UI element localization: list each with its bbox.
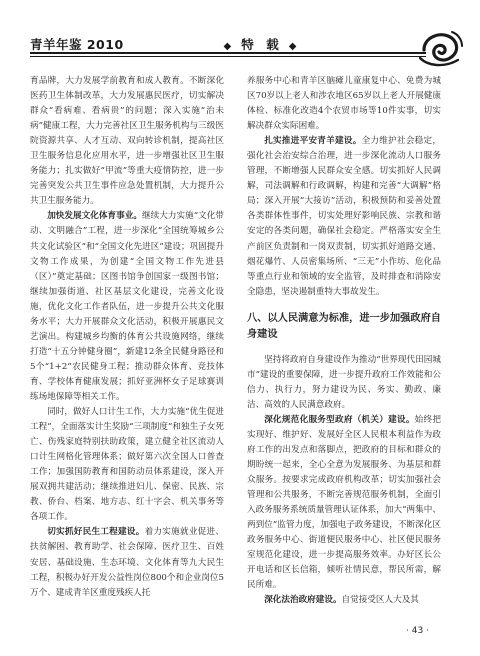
diamond-icon: ◆ bbox=[288, 41, 297, 52]
header-rule bbox=[30, 56, 426, 57]
section-title-group bbox=[200, 35, 320, 53]
paragraph-lead: 切实抓好民生工程建设。 bbox=[47, 527, 145, 538]
section-heading: 八、以人民满意为标准，进一步加强政府自身建设 bbox=[247, 312, 441, 340]
left-text-column bbox=[30, 74, 224, 601]
paragraph: 切实抓好民生工程建设。着力实施就业促进、扶贫解困、教育助学、社会保障、医疗卫生、百姓安居、基础设施、生态环境、文化体育等九大民生工程，积极办好开发公益性岗位800个和企业岗位5万个、建成青羊区重度残疾人托 bbox=[30, 527, 224, 598]
paragraph-lead: 深化法治政府建设。 bbox=[264, 595, 342, 606]
header-rule bbox=[30, 52, 426, 54]
swirl-logo-icon bbox=[418, 28, 464, 68]
paragraph: 深化规范化服务型政府（机关）建设。始终把实现好、维护好、发展好全区人民根本利益作为政府工作的出发点和落脚点，把政府的目标和群众的期盼统一起来，全心全意为发展服务、为基层和群众服务。按要求完成政府机构改革；切实加强社会管理和公共服务，不断完善规范服务机制，全面引入政务服务系统质量管理认证体系，加大“两集中、两到位”监管力度，加强电子政务建设，不断深化区政务服务中心、街道便民服务中心、社区便民服务室规范化建设，进一步提高服务效率。办好区长公开电话和区长信箱，倾听社情民意，帮民所需，解民所难。 bbox=[247, 414, 441, 591]
paragraph-lead: 扎实推进平安青羊建设。 bbox=[264, 136, 362, 147]
page-number: · 43 · bbox=[406, 626, 429, 636]
page-header bbox=[0, 0, 480, 58]
diamond-icon: ◆ bbox=[223, 41, 232, 52]
section-title: 特 载 bbox=[241, 37, 279, 52]
paragraph: 深化法治政府建设。自觉接受区人大及其 bbox=[264, 595, 419, 606]
journal-title: 青羊年鉴 2010 bbox=[30, 37, 124, 52]
paragraph-lead: 深化规范化服务型政府（机关）建设。 bbox=[264, 414, 415, 425]
paragraph: 养服务中心和青羊区脑瘫儿童康复中心、免费为城区70岁以上老人和涉农地区65岁以上老人开展健康体检、标准化改造4个农贸市场等10件实事，切实解决群众实际困难。 bbox=[247, 76, 441, 132]
paragraph: 同时，做好人口计生工作，大力实施“优生促进工程”，全面落实计生奖励“三项制度”和独生子女死亡、伤残家庭特别扶助政策，建立健全社区流动人口计生网格化管理体系；做好第六次全国人口普查工作；加强国防教育和国防动员体系建设，深入开展双拥共建活动；继续推进妇儿、保密、民族、宗教、侨台、档案、地方志、红十字会、机关事务等各项工作。 bbox=[30, 407, 224, 523]
paragraph: 坚持将政府自身建设作为推动“世界现代田园城市”建设的重要保障，进一步提升政府工作效能和公信力、执行力，努力建设为民、务实、勤政、廉洁、高效的人民满意政府。 bbox=[247, 354, 441, 410]
right-text-column bbox=[247, 74, 441, 609]
paragraph: 扎实推进平安青羊建设。全力维护社会稳定，强化社会治安综合治理，进一步深化流动人口服务管理，不断增强人民群众安全感。切实抓好人民调解，司法调解和行政调解，构建和完善“大调解”格局；深入开展“大接访”活动，积极预防和妥善处置各类群体性事件，切实处理好影响民族、宗教和谐安定的各类问题，确保社会稳定。严格落实安全生产前区负责制和一岗双责制，切实抓好道路交通、烟花爆竹、人员密集场所、“三无”小作坊、危化品等重点行业和领域的安全监管，及时排查和消除安全隐患，坚决遏制重特大事故发生。 bbox=[247, 136, 441, 297]
paragraph: 育品牌，大力发展学前教育和成人教育。不断深化医药卫生体制改革，大力发展惠民医疗，切实解决群众“看病难、看病贵”的问题；深入实施“治未病”健康工程，大力完善社区卫生服务机构与三级医院资源共享、人才互动、双向转诊机制，提高社区卫生服务信息化应用水平，进一步增强社区卫生服务能力；扎实做好“甲流”等重大疫情防控，进一步完善突发公共卫生事件应急处置机制，大力提升公共卫生服务能力。 bbox=[30, 76, 224, 207]
paragraph: 加快发展文化体育事业。继续大力实施“文化带动、文明融合”工程，进一步深化“全国统筹城乡公共文化试验区”和“全国文化先进区”建设；巩固提升文物工作成果，为创建“全国文物工作先进县（区）”奠定基础；区图书馆争创国家一级图书馆；继续加强街道、社区基层文化建设，完善文化设施，优化文化工作者队伍，进一步提升公共文化服务水平；大力开展群众文化活动，积极开展惠民文艺演出。构建城乡均衡的体育公共设施网络，继续打造“十五分钟健身圈”，新建12条全民健身路径和5个“1+2”农民健身工程；推动群众体育、竞技体育、学校体育健康发展；抓好亚洲杯女子足球赛训练场地保障等相关工作。 bbox=[30, 211, 224, 402]
paragraph-lead: 加快发展文化体育事业。 bbox=[47, 211, 143, 222]
